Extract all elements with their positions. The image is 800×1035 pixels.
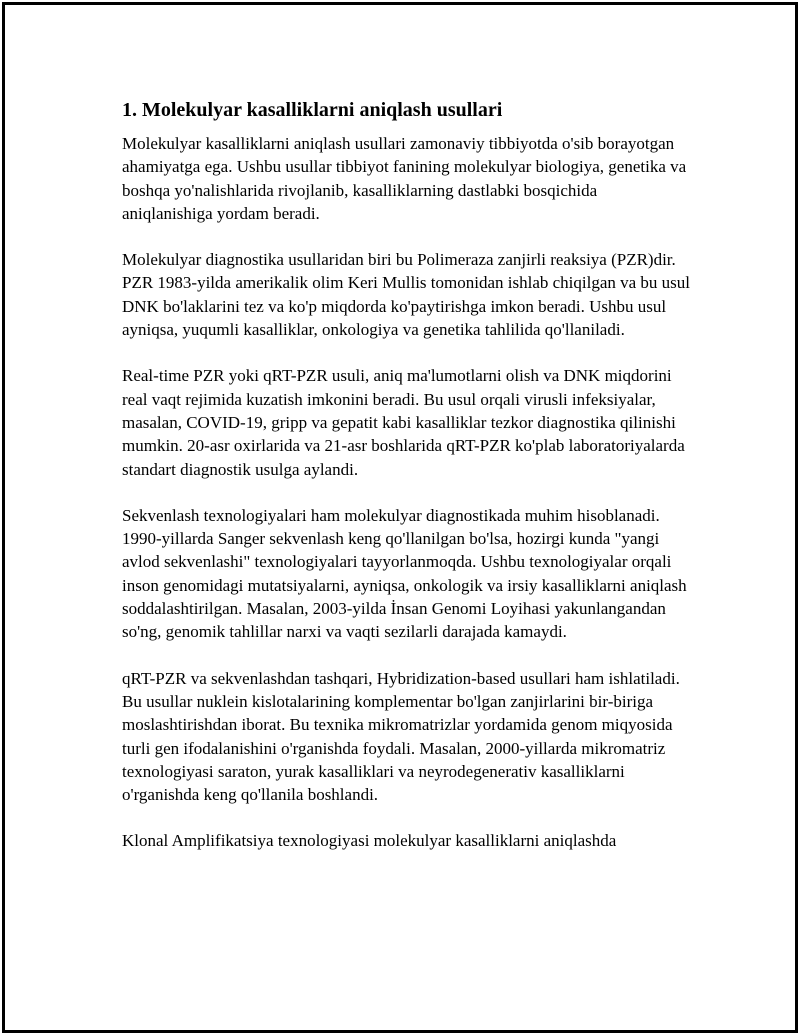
section-heading: 1. Molekulyar kasalliklarni aniqlash usullari [122, 99, 503, 121]
page-border [2, 2, 798, 1033]
paragraph-pzr: Molekulyar diagnostika usullaridan biri bu Polimeraza zanjirli reaksiya (PZR)dir. PZR 1983-yilda amerikalik olim Keri Mullis tomonidan ishlab chiqilgan va bu usul DNK bo'laklarini tez va ko'p miqdorda ko'paytirishga imkon beradi. Ushbu usul ayniqsa, yuqumli kasalliklar, onkologiya va genetika tahlilida qo'llaniladi. [122, 250, 691, 340]
document-body [122, 97, 692, 876]
paragraph-sequencing: Sekvenlash texnologiyalari ham molekulyar diagnostikada muhim hisoblanadi. 1990-yillarda Sanger sekvenlash keng qo'llanilgan bo'lsa, hozirgi kunda "yangi avlod sekvenlashi" texnologiyalari tayyorlanmoqda. Ushbu texnologiyalar orqali inson genomidagi mutatsiyalarni, ayniqsa, onkologik va irsiy kasalliklarni aniqlash soddalashtirilgan. Masalan, 2003-yilda İnsan Genomi Loyihasi yakunlangandan so'ng, genomik tahlillar narxi va vaqti sezilarli darajada kamaydi. [122, 505, 687, 642]
paragraph-intro: Molekulyar kasalliklarni aniqlash usullari zamonaviy tibbiyotda o'sib borayotgan ahamiyatga ega. Ushbu usullar tibbiyot fanining molekulyar biologiya, genetika va boshqa yo'nalishlarida rivojlanib, kasalliklarning dastlabki bosqichida aniqlanishiga yordam beradi. [122, 134, 687, 223]
paragraph-clonal-amplification: Klonal Amplifikatsiya texnologiyasi molekulyar kasalliklarni aniqlashda [122, 831, 617, 851]
paragraph-hybridization: qRT-PZR va sekvenlashdan tashqari, Hybridization-based usullari ham ishlatiladi. Bu usullar nuklein kislotalarining komplementar bo'lgan zanjirlarini bir-biriga moslashtirishdan iborat. Bu texnika mikromatrizlar yordamida genom miqyosida turli gen ifodalanishini o'rganishda foydali. Masalan, 2000-yillarda mikromatriz texnologiyasi saraton, yurak kasalliklari va neyrodegenerativ kasalliklarni o'rganishda keng qo'llanila boshlandi. [122, 668, 680, 805]
paragraph-qrt-pzr: Real-time PZR yoki qRT-PZR usuli, aniq ma'lumotlarni olish va DNK miqdorini real vaqt rejimida kuzatish imkonini beradi. Bu usul orqali virusli infeksiyalar, masalan, COVID-19, gripp va gepatit kabi kasalliklar tezkor diagnostika qilinishi mumkin. 20-asr oxirlarida va 21-asr boshlarida qRT-PZR ko'plab laboratoriyalarda standart diagnostik usulga aylandi. [122, 366, 685, 479]
